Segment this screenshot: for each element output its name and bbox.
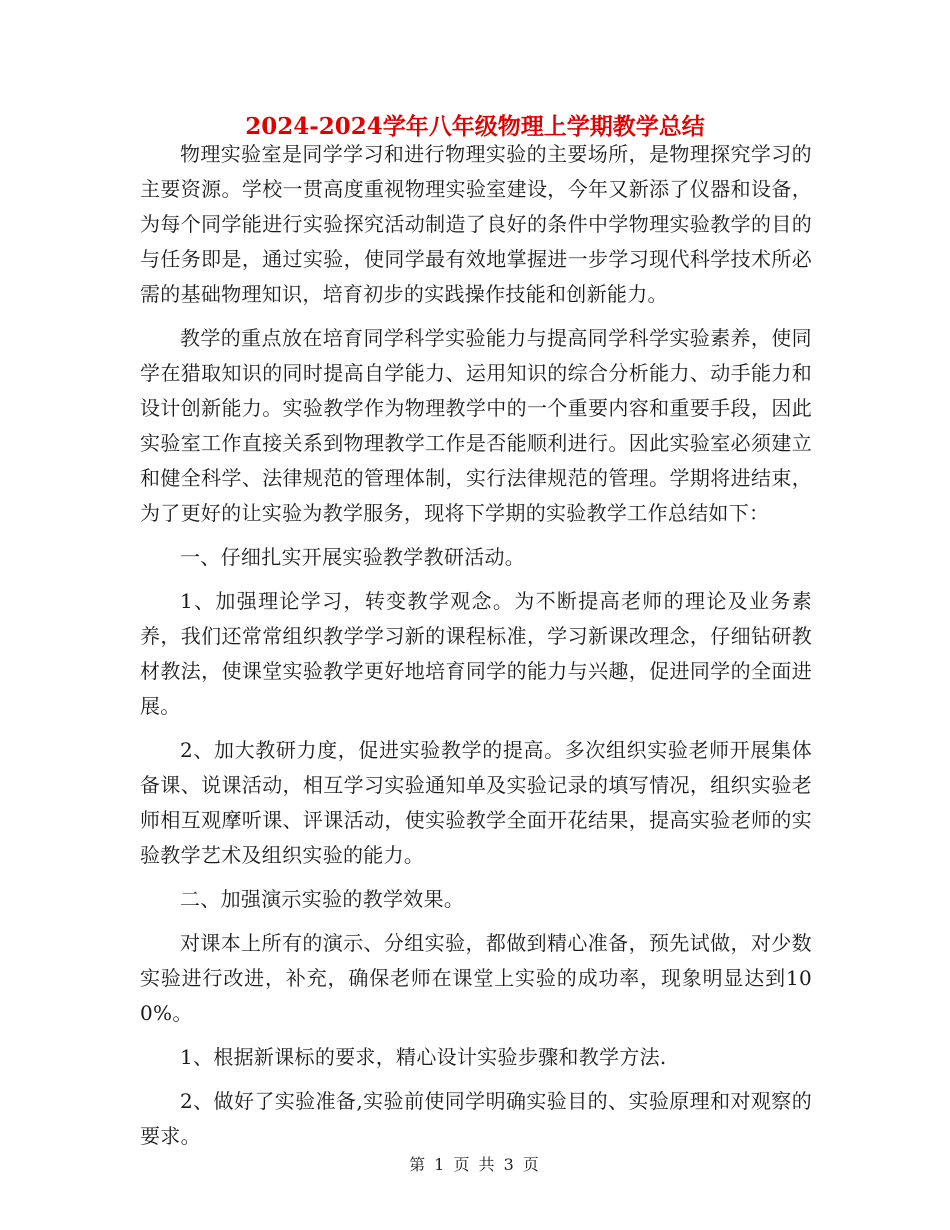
document-body — [140, 137, 812, 1163]
paragraph: 对课本上所有的演示、分组实验，都做到精心准备，预先试做，对少数实验进行改进，补充，确保老师在课堂上实验的成功率，现象明显达到100%。 — [140, 931, 812, 1025]
paragraph: 1、加强理论学习，转变教学观念。为不断提高老师的理论及业务素养，我们还常常组织教学学习新的课程标准，学习新课改理念，仔细钻研教材教法，使课堂实验教学更好地培育同学的能力与兴趣，促进同学的全面进展。 — [140, 589, 812, 718]
paragraph: 物理实验室是同学学习和进行物理实验的主要场所，是物理探究学习的主要资源。学校一贯高度重视物理实验室建设，今年又新添了仪器和设备，为每个同学能进行实验探究活动制造了良好的条件中学物理实验教学的目的与任务即是，通过实验，使同学最有效地掌握进一步学习现代科学技术所必需的基础物理知识，培育初步的实践操作技能和创新能力。 — [140, 142, 812, 306]
section-heading: 一、仔细扎实开展实验教学教研活动。 — [180, 545, 526, 569]
section-heading: 二、加强演示实验的教学效果。 — [180, 887, 465, 911]
paragraph: 2、做好了实验准备,实验前使同学明确实验目的、实验原理和对观察的要求。 — [140, 1089, 812, 1148]
document-title: 2024-2024学年八年级物理上学期教学总结 — [245, 113, 705, 140]
paragraph: 教学的重点放在培育同学科学实验能力与提高同学科学实验素养，使同学在猎取知识的同时提高自学能力、运用知识的综合分析能力、动手能力和设计创新能力。实验教学作为物理教学中的一个重要内容和重要手段，因此实验室工作直接关系到物理教学工作是否能顺利进行。因此实验室必须建立和健全科学、法律规范的管理体制，实行法律规范的管理。学期将进结束，为了更好的让实验为教学服务，现将下学期的实验教学工作总结如下： — [140, 326, 812, 525]
paragraph: 2、加大教研力度，促进实验教学的提高。多次组织实验老师开展集体备课、说课活动，相互学习实验通知单及实验记录的填写情况，组织实验老师相互观摩听课、评课活动，使实验教学全面开花结果，提高实验老师的实验教学艺术及组织实验的能力。 — [140, 738, 812, 867]
paragraph: 1、根据新课标的要求，精心设计实验步骤和教学方法. — [180, 1045, 667, 1069]
page-number-footer: 第 1 页 共 3 页 — [409, 1155, 541, 1174]
